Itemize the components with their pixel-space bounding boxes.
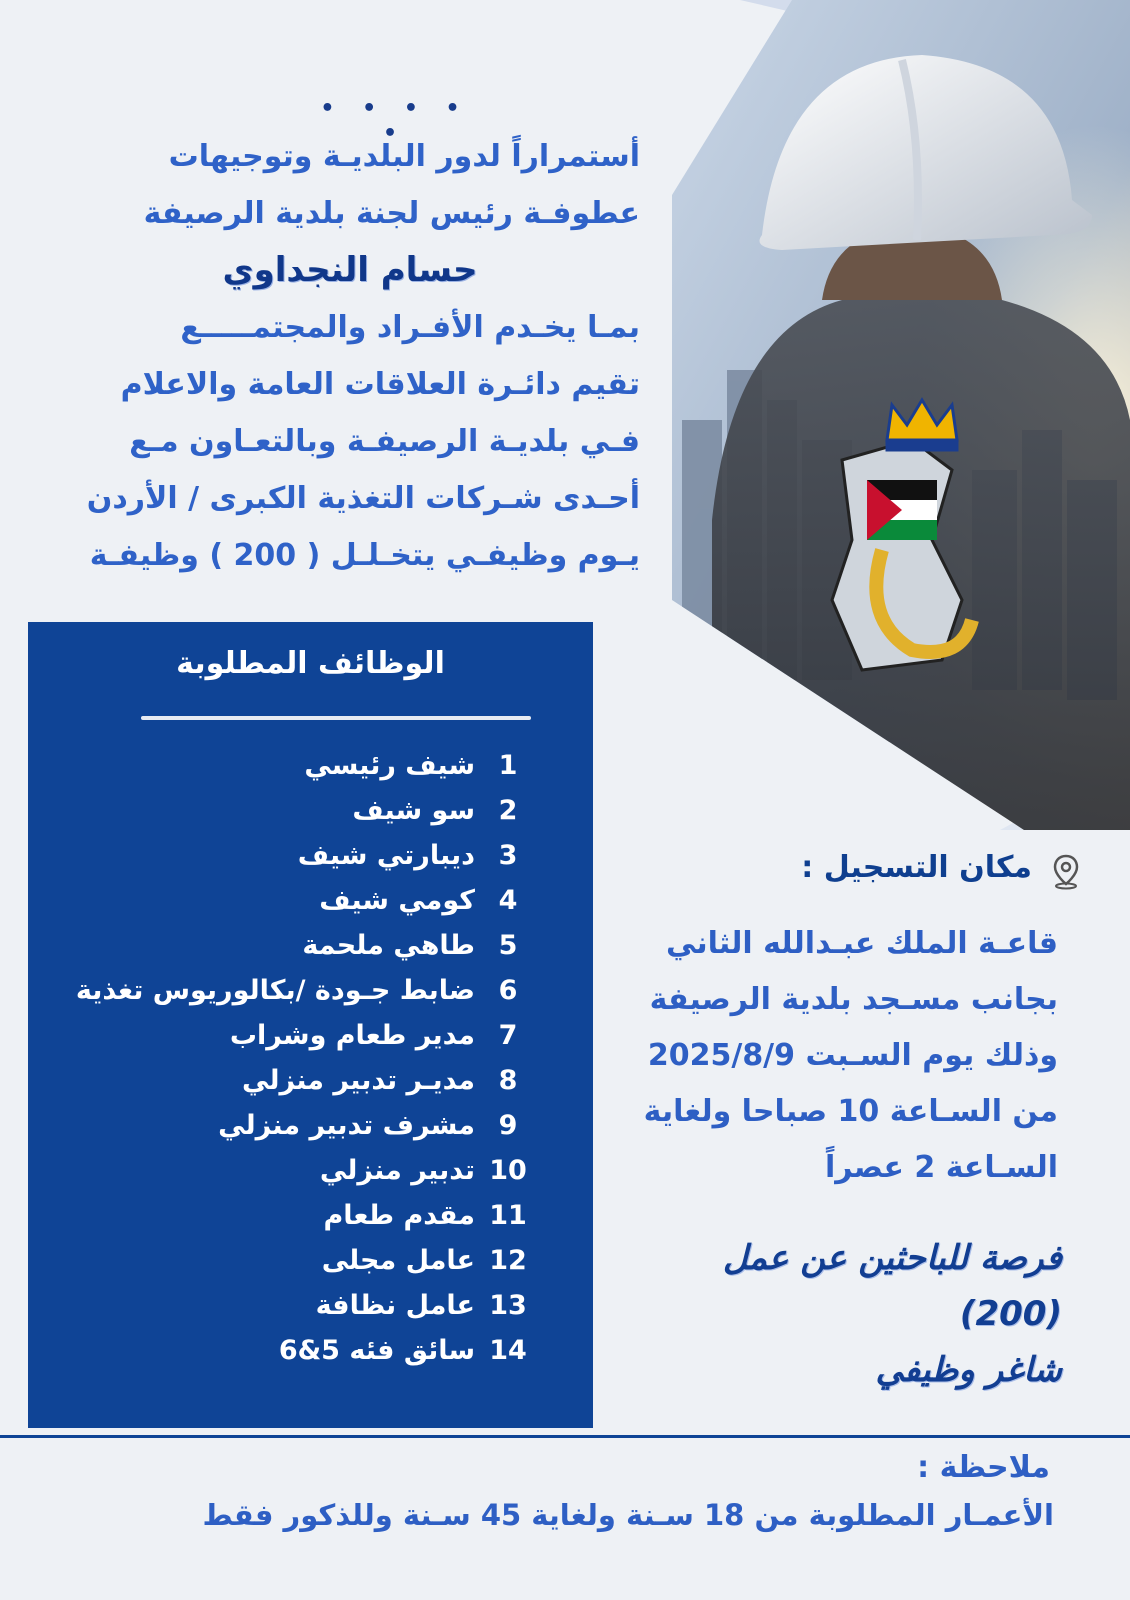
job-list xyxy=(28,750,593,1380)
job-number: 9 xyxy=(498,1110,518,1141)
location-pin-icon xyxy=(1047,852,1085,890)
intro-line: يـوم وظيفـي يتخـلـل ( 200 ) وظيفـة xyxy=(89,538,640,573)
promo-line-2 xyxy=(602,1286,1062,1398)
registration-line: قاعـة الملك عبـدالله الثاني xyxy=(665,926,1058,961)
decorative-dots: • • • • • xyxy=(320,96,470,146)
job-item xyxy=(28,1245,593,1290)
job-number: 7 xyxy=(498,1020,518,1051)
job-title: مشرف تدبير منزلي xyxy=(218,1110,475,1141)
job-number: 1 xyxy=(498,750,518,781)
jobs-panel xyxy=(28,622,593,1428)
job-title: عامل مجلى xyxy=(321,1245,475,1276)
job-number: 5 xyxy=(498,930,518,961)
intro-line: تقيم دائـرة العلاقات العامة والاعلام xyxy=(120,367,640,402)
job-item xyxy=(28,885,593,930)
jobs-title: الوظائف المطلوبة xyxy=(176,646,445,681)
hero-image xyxy=(672,0,1130,830)
intro-line: بمـا يخـدم الأفـراد والمجتمـــــع xyxy=(180,310,640,345)
job-title: كومي شيف xyxy=(319,885,475,916)
job-number: 4 xyxy=(498,885,518,916)
job-title: سو شيف xyxy=(352,795,475,826)
registration-line: وذلك يوم السـبت 2025/8/9 xyxy=(647,1038,1058,1073)
job-item xyxy=(28,1290,593,1335)
job-item xyxy=(28,840,593,885)
job-number: 11 xyxy=(489,1200,527,1231)
intro-line: أحـدى شـركات التغذية الكبرى / الأردن xyxy=(86,481,640,516)
job-title: عامل نظافة xyxy=(315,1290,475,1321)
job-number: 13 xyxy=(489,1290,527,1321)
note-label: ملاحظة : xyxy=(917,1450,1050,1485)
job-item xyxy=(28,930,593,975)
registration-line: بجانب مسـجد بلدية الرصيفة xyxy=(649,982,1058,1017)
job-title: طاهي ملحمة xyxy=(302,930,475,961)
registration-heading: مكان التسجيل : xyxy=(801,850,1032,885)
registration-line: من السـاعة 10 صباحا ولغاية xyxy=(643,1094,1058,1129)
intro-line: أستمراراً لدور البلديـة وتوجيهات xyxy=(168,139,640,174)
promo-text xyxy=(602,1230,1062,1398)
job-title: ديبارتي شيف xyxy=(297,840,475,871)
registration-details xyxy=(598,916,1058,1196)
job-title: مديـر تدبير منزلي xyxy=(242,1065,475,1096)
intro-line: فـي بلديـة الرصيفـة وبالتعـاون مـع xyxy=(129,424,640,459)
promo-line-1: فرصة للباحثين عن عمل xyxy=(722,1238,1062,1278)
job-number: 12 xyxy=(489,1245,527,1276)
job-title: ضابط جـودة /بكالوريوس تغذية xyxy=(75,975,475,1006)
job-number: 2 xyxy=(498,795,518,826)
job-title: مقدم طعام xyxy=(323,1200,475,1231)
job-item xyxy=(28,1155,593,1200)
job-number: 3 xyxy=(498,840,518,871)
job-number: 8 xyxy=(498,1065,518,1096)
job-title: تدبير منزلي xyxy=(319,1155,475,1186)
promo-number: (200) xyxy=(959,1294,1062,1334)
jobs-divider xyxy=(141,716,531,720)
job-item xyxy=(28,975,593,1020)
footer-divider xyxy=(0,1435,1130,1438)
job-title: سائق فئه 5&6 xyxy=(278,1335,475,1366)
official-name: حسام النجداوي xyxy=(222,250,478,290)
intro-line: عطوفـة رئيس لجنة بلدية الرصيفة xyxy=(143,196,640,231)
job-number: 10 xyxy=(489,1155,527,1186)
job-item xyxy=(28,750,593,795)
registration-line: السـاعة 2 عصراً xyxy=(824,1150,1058,1185)
promo-vacancy-label: شاغر وظيفي xyxy=(875,1350,1062,1390)
job-item xyxy=(28,1065,593,1110)
job-number: 6 xyxy=(498,975,518,1006)
job-item xyxy=(28,1020,593,1065)
intro-text xyxy=(60,128,640,584)
job-title: مدير طعام وشراب xyxy=(229,1020,475,1051)
note-text: الأعمـار المطلوبة من 18 سـنة ولغاية 45 سـنة وللذكور فقط xyxy=(202,1498,1054,1532)
job-title: شيف رئيسي xyxy=(304,750,475,781)
job-item xyxy=(28,795,593,840)
job-number: 14 xyxy=(489,1335,527,1366)
job-item xyxy=(28,1110,593,1155)
job-item xyxy=(28,1335,593,1380)
job-item xyxy=(28,1200,593,1245)
